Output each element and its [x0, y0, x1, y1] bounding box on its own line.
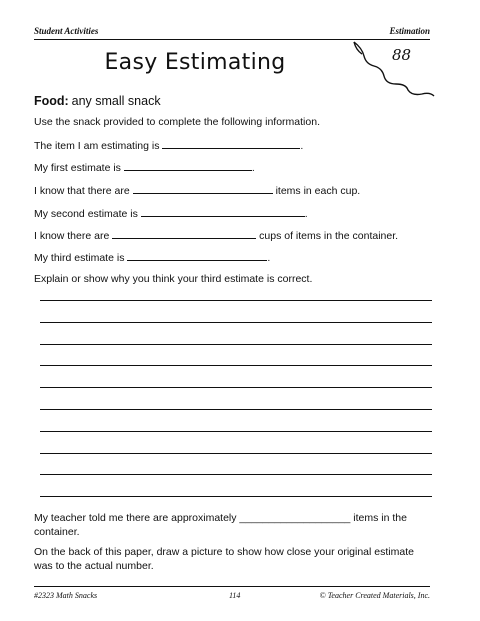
- cups-blank[interactable]: [112, 229, 256, 239]
- third-estimate-prompt: My third estimate is: [34, 252, 125, 264]
- writing-line[interactable]: [40, 474, 432, 475]
- food-value: any small snack: [71, 94, 161, 108]
- third-estimate-blank[interactable]: [127, 251, 267, 261]
- page-badge: [352, 40, 436, 100]
- back-of-paper-instructions: On the back of this paper, draw a picture to show how close your original estimate was to the actual number.: [34, 546, 414, 572]
- items-per-cup-prompt: I know that there are: [34, 185, 130, 197]
- first-estimate-prompt: My first estimate is: [34, 162, 121, 174]
- header-topic-label: Estimation: [389, 26, 430, 36]
- worksheet-title: Easy Estimating: [104, 50, 286, 75]
- item-line: The item I am estimating is .: [34, 140, 304, 152]
- footer-copyright: © Teacher Created Materials, Inc.: [319, 591, 430, 600]
- second-estimate-blank[interactable]: [141, 207, 305, 217]
- items-per-cup-suffix: items in each cup.: [275, 185, 361, 197]
- writing-line[interactable]: [40, 322, 432, 323]
- cups-suffix: cups of items in the container.: [259, 230, 399, 242]
- items-per-cup-blank[interactable]: [133, 184, 273, 194]
- writing-line[interactable]: [40, 453, 432, 454]
- explain-prompt: Explain or show why you think your third estimate is correct.: [34, 273, 313, 285]
- item-blank[interactable]: [162, 139, 300, 149]
- writing-line[interactable]: [40, 300, 432, 301]
- cups-line: [34, 229, 398, 242]
- second-estimate-line: My second estimate is .: [34, 208, 308, 220]
- items-per-cup-line: [34, 184, 360, 197]
- item-prompt: The item I am estimating is: [34, 140, 160, 152]
- teacher-told-text: My teacher told me there are approximately ___________________ items in the container.: [34, 512, 407, 538]
- footer-divider: [34, 586, 430, 587]
- writing-line[interactable]: [40, 409, 432, 410]
- writing-area[interactable]: [40, 300, 432, 518]
- header-section-label: Student Activities: [34, 26, 99, 36]
- cups-prompt: I know there are: [34, 230, 110, 242]
- activity-number: 88: [392, 46, 412, 64]
- instructions: Use the snack provided to complete the following information.: [34, 116, 320, 128]
- footer-page-number: 114: [229, 591, 241, 600]
- writing-line[interactable]: [40, 365, 432, 366]
- first-estimate-blank[interactable]: [124, 161, 252, 171]
- second-estimate-prompt: My second estimate is: [34, 208, 138, 220]
- writing-line[interactable]: [40, 431, 432, 432]
- third-estimate-line: My third estimate is .: [34, 252, 271, 264]
- writing-line[interactable]: [40, 344, 432, 345]
- first-estimate-line: My first estimate is .: [34, 162, 255, 174]
- writing-line[interactable]: [40, 496, 432, 497]
- writing-line[interactable]: [40, 387, 432, 388]
- page-header: [34, 26, 430, 38]
- food-label: Food:: [34, 94, 69, 108]
- food-line: [34, 94, 161, 108]
- footer-book-id: #2323 Math Snacks: [34, 591, 98, 600]
